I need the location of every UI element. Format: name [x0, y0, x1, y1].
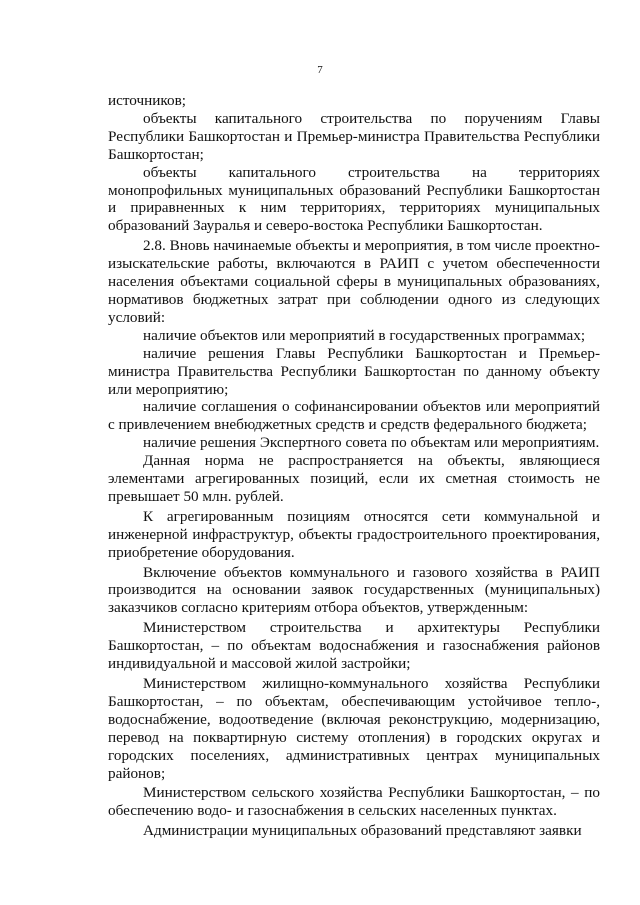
paragraph: Министерством сельского хозяйства Республики Башкортостан, – по обеспечению водо- и газоснабжения в сельских населенных пунктах.	[108, 784, 600, 820]
paragraph: объекты капитального строительства на территориях монопрофильных муниципальных образований Республики Башкортостан и приравненных к ним территориях, территориях муниципальных образований Зауралья и северо-востока Республики Башкортостан.	[108, 163, 600, 235]
page-number: 7	[317, 64, 323, 76]
paragraph: 2.8. Вновь начинаемые объекты и мероприятия, в том числе проектно-изыскательские работы, включаются в РАИП с учетом обеспеченности населения объектами социальной сферы в муниципальных образованиях, нормативов бюджетных затрат при соблюдении одного из следующих условий:	[108, 237, 600, 326]
paragraph: Администрации муниципальных образований представляют заявки	[143, 822, 582, 840]
paragraph: наличие решения Главы Республики Башкортостан и Премьер-министра Правительства Республики Башкортостан по данному объекту или мероприятию;	[108, 344, 600, 398]
paragraph: объекты капитального строительства по поручениям Главы Республики Башкортостан и Премьер-министра Правительства Республики Башкортостан;	[108, 109, 600, 163]
document-body	[108, 92, 600, 840]
paragraph: источников;	[108, 92, 186, 109]
paragraph: Включение объектов коммунального и газового хозяйства в РАИП производится на основании заявок государственных (муниципальных) заказчиков согласно критериям отбора объектов, утвержденным:	[108, 563, 600, 617]
paragraph: наличие объектов или мероприятий в государственных программах;	[143, 326, 586, 344]
paragraph: Министерством жилищно-коммунального хозяйства Республики Башкортостан, – по объектам, обеспечивающим устойчивое тепло-, водоснабжение, водоотведение (включая реконструкцию, модернизацию, перевод на поквартирную систему отопления) в городских округах и городских поселениях, административных центрах муниципальных районов;	[108, 675, 600, 782]
paragraph: Данная норма не распространяется на объекты, являющиеся элементами агрегированных позиций, если их сметная стоимость не превышает 50 млн. рублей.	[108, 452, 600, 505]
paragraph: наличие решения Экспертного совета по объектам или мероприятиям.	[143, 434, 600, 452]
paragraph: наличие соглашения о софинансировании объектов или мероприятий с привлечением внебюджетных средств и средств федерального бюджета;	[108, 398, 600, 434]
paragraph: Министерством строительства и архитектуры Республики Башкортостан, – по объектам водоснабжения и газоснабжения районов индивидуальной и массовой жилой застройки;	[108, 619, 600, 673]
paragraph: К агрегированным позициям относятся сети коммунальной и инженерной инфраструктур, объекты градостроительного проектирования, приобретение оборудования.	[108, 507, 600, 561]
